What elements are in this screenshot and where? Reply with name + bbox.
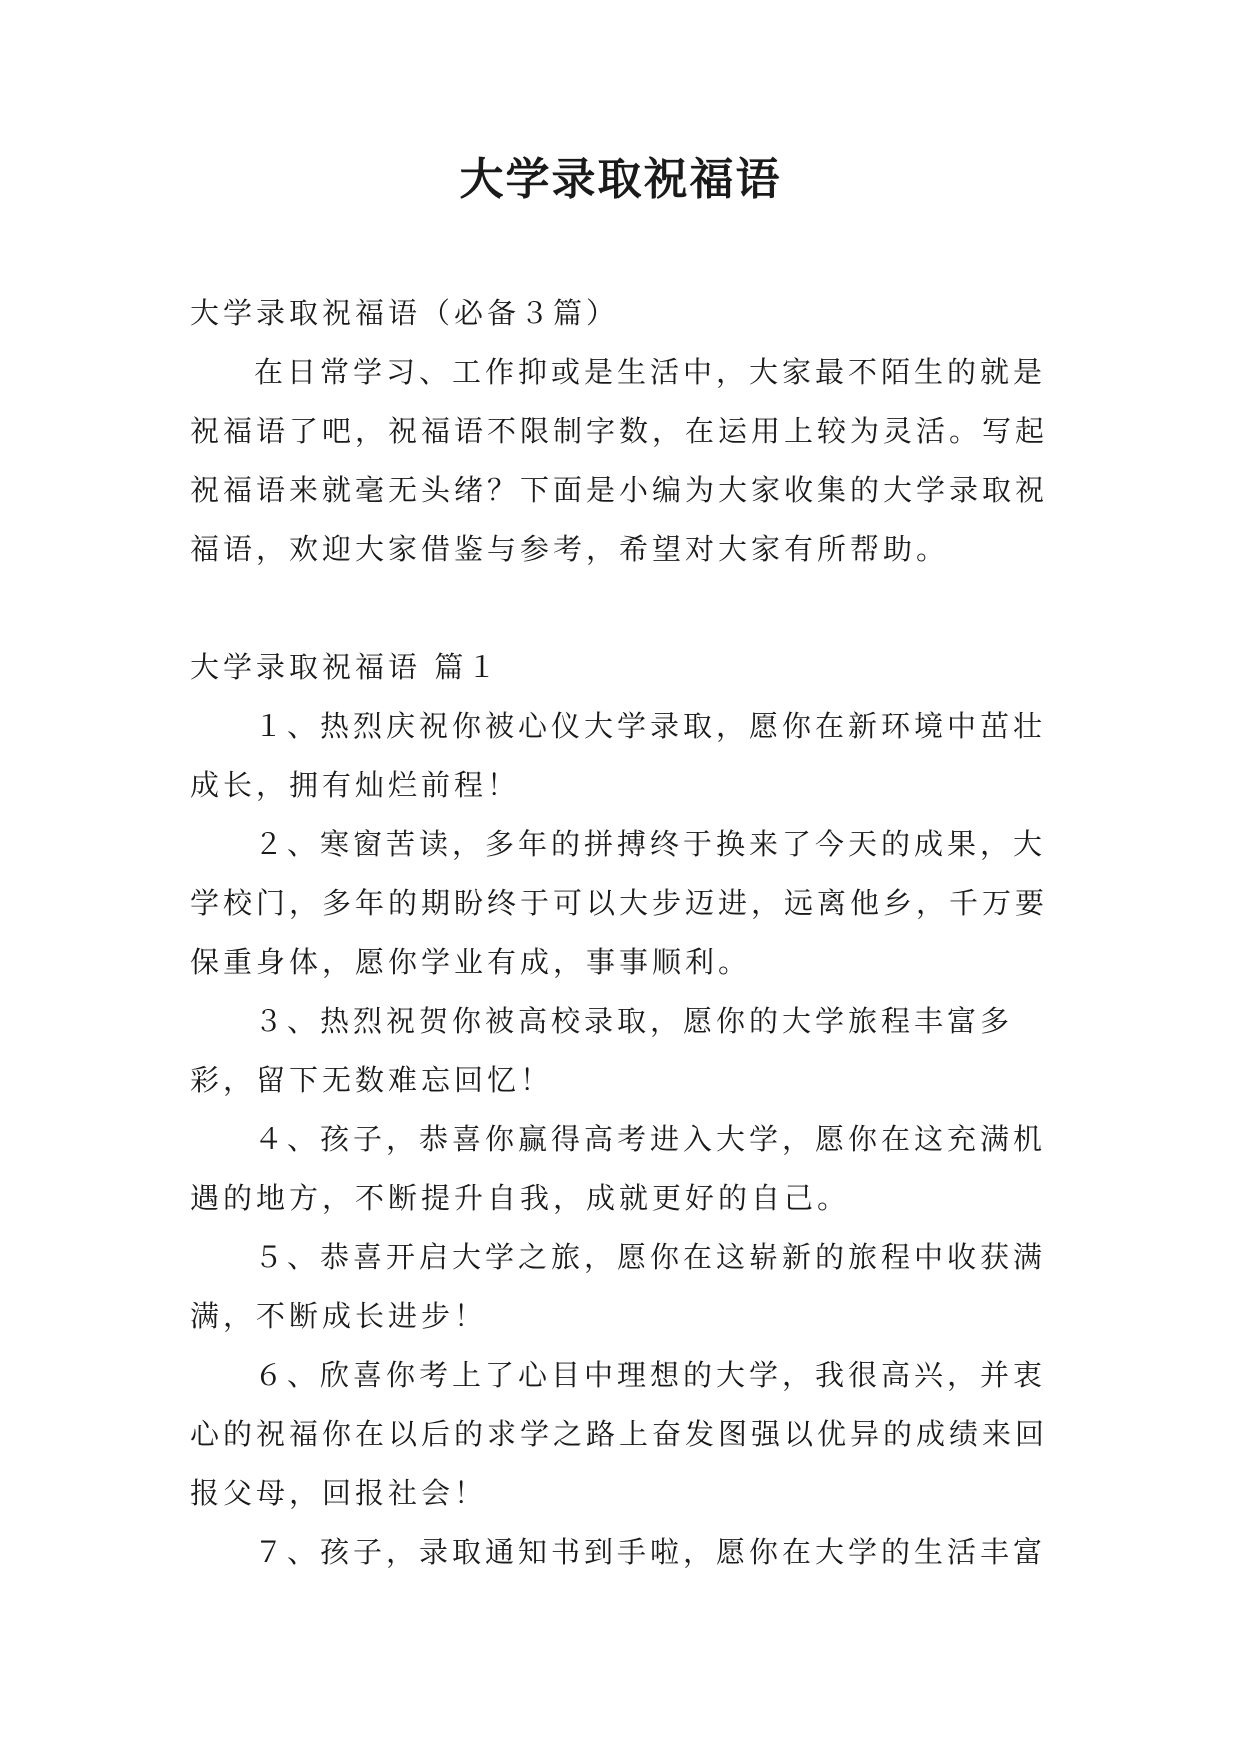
intro-paragraph: 在日常学习、工作抑或是生活中，大家最不陌生的就是祝福语了吧，祝福语不限制字数，在运用上较为灵活。写起祝福语来就毫无头绪？下面是小编为大家收集的大学录取祝福语，欢迎大家借鉴与参考，希望对大家有所帮助。 <box>190 355 1049 566</box>
document-title: 大学录取祝福语 <box>459 154 782 205</box>
blessing-item-3: ３、热烈祝贺你被高校录取，愿你的大学旅程丰富多彩，留下无数难忘回忆！ <box>190 1004 1014 1097</box>
blessing-item-4: ４、孩子，恭喜你赢得高考进入大学，愿你在这充满机遇的地方，不断提升自我，成就更好的自己。 <box>190 1122 1047 1215</box>
section-heading: 大学录取祝福语 篇１ <box>190 650 501 684</box>
blessing-item-5: ５、恭喜开启大学之旅，愿你在这崭新的旅程中收获满满，不断成长进步！ <box>190 1240 1047 1333</box>
blessing-item-7: ７、孩子，录取通知书到手啦，愿你在大学的生活丰富 <box>254 1535 1047 1569</box>
blessing-item-2: ２、寒窗苦读，多年的拼搏终于换来了今天的成果，大学校门，多年的期盼终于可以大步迈进，远离他乡，千万要保重身体，愿你学业有成，事事顺利。 <box>190 827 1049 979</box>
document-subtitle: 大学录取祝福语（必备３篇） <box>190 296 620 330</box>
blessing-item-6: ６、欣喜你考上了心目中理想的大学，我很高兴，并衷心的祝福你在以后的求学之路上奋发图强以优异的成绩来回报父母，回报社会！ <box>190 1358 1049 1510</box>
document-body <box>190 284 1060 1582</box>
blessing-item-1: １、热烈庆祝你被心仪大学录取，愿你在新环境中茁壮成长，拥有灿烂前程！ <box>190 709 1047 802</box>
paragraph-spacer <box>190 579 1060 638</box>
